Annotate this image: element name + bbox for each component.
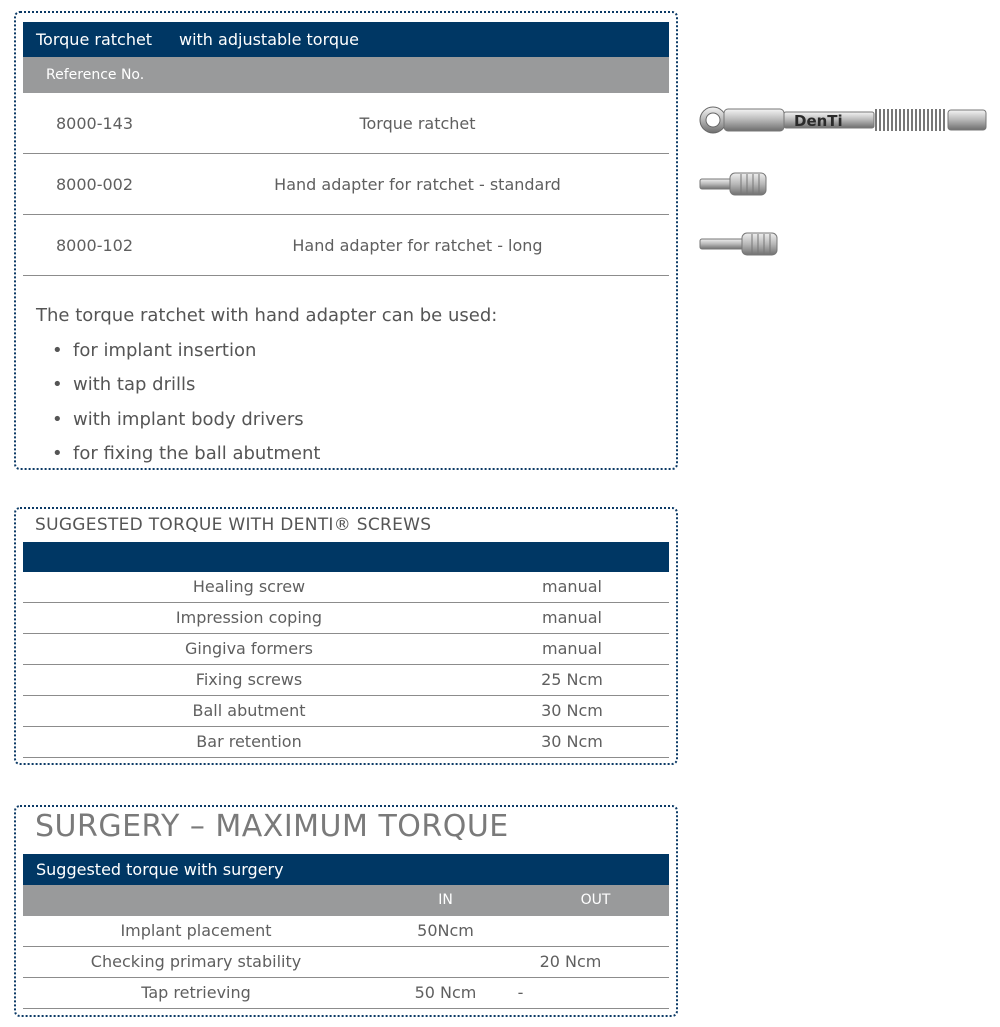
table-row <box>23 727 669 758</box>
hand-adapter-long-image <box>699 230 779 258</box>
torque-in: 50Ncm <box>417 921 474 940</box>
product-ref: 8000-102 <box>55 236 134 255</box>
screw-torque-title: SUGGESTED TORQUE WITH DENTI® SCREWS <box>35 515 432 535</box>
screw-torque-header-bar <box>23 542 669 572</box>
product-ref: 8000-143 <box>55 114 134 133</box>
screw-name: Healing screw <box>192 577 306 596</box>
screw-torque: 25 Ncm <box>541 670 603 689</box>
procedure-name: Implant placement <box>120 921 272 940</box>
product-row <box>23 154 669 215</box>
surgery-header-label: Suggested torque with surgery <box>36 860 284 879</box>
list-item: • for implant insertion <box>52 339 320 373</box>
surgery-torque-panel <box>14 805 678 1017</box>
surgery-column-header <box>23 885 669 916</box>
uses-intro: The torque ratchet with hand adapter can be used: <box>36 305 498 326</box>
column-out-label: OUT <box>580 892 611 908</box>
screw-torque: 30 Ncm <box>541 701 603 720</box>
ratchet-title: Torque ratchet <box>36 30 153 49</box>
screw-name: Gingiva formers <box>184 639 313 658</box>
hand-adapter-standard-image <box>699 170 769 198</box>
screw-torque: manual <box>542 608 602 627</box>
table-row <box>23 634 669 665</box>
screw-name: Ball abutment <box>192 701 306 720</box>
table-row <box>23 665 669 696</box>
surgery-table-header <box>23 854 669 885</box>
list-item: • for fixing the ball abutment <box>52 442 320 476</box>
table-row <box>23 978 669 1009</box>
product-row <box>23 215 669 276</box>
table-row <box>23 572 669 603</box>
screw-torque: manual <box>542 639 602 658</box>
reference-column-header <box>23 57 669 93</box>
product-desc: Hand adapter for ratchet - long <box>292 236 543 255</box>
table-row <box>23 696 669 727</box>
screw-name: Bar retention <box>196 732 302 751</box>
screw-name: Impression coping <box>175 608 323 627</box>
ratchet-subtitle: with adjustable torque <box>179 30 360 49</box>
list-item: • with tap drills <box>52 373 320 407</box>
surgery-title: SURGERY – MAXIMUM TORQUE <box>35 809 509 844</box>
ratchet-table-header <box>23 22 669 57</box>
uses-list <box>52 339 320 477</box>
torque-out: - <box>517 983 524 1002</box>
product-row <box>23 93 669 154</box>
torque-out: 20 Ncm <box>539 952 602 971</box>
torque-ratchet-image <box>698 100 990 140</box>
list-item: • with implant body drivers <box>52 408 320 442</box>
table-row <box>23 947 669 978</box>
torque-in: 50 Ncm <box>414 983 477 1002</box>
product-desc: Torque ratchet <box>359 114 476 133</box>
product-ref: 8000-002 <box>55 175 134 194</box>
procedure-name: Checking primary stability <box>90 952 302 971</box>
screw-torque: 30 Ncm <box>541 732 603 751</box>
screw-torque-panel <box>14 507 678 765</box>
product-desc: Hand adapter for ratchet - standard <box>274 175 561 194</box>
torque-ratchet-panel <box>14 11 678 470</box>
ratchet-brand-label: DenTi <box>794 112 843 130</box>
screw-name: Fixing screws <box>195 670 303 689</box>
column-in-label: IN <box>438 892 453 908</box>
procedure-name: Tap retrieving <box>141 983 251 1002</box>
table-row <box>23 603 669 634</box>
screw-torque: manual <box>542 577 602 596</box>
table-row <box>23 916 669 947</box>
reference-column-label: Reference No. <box>46 67 145 83</box>
